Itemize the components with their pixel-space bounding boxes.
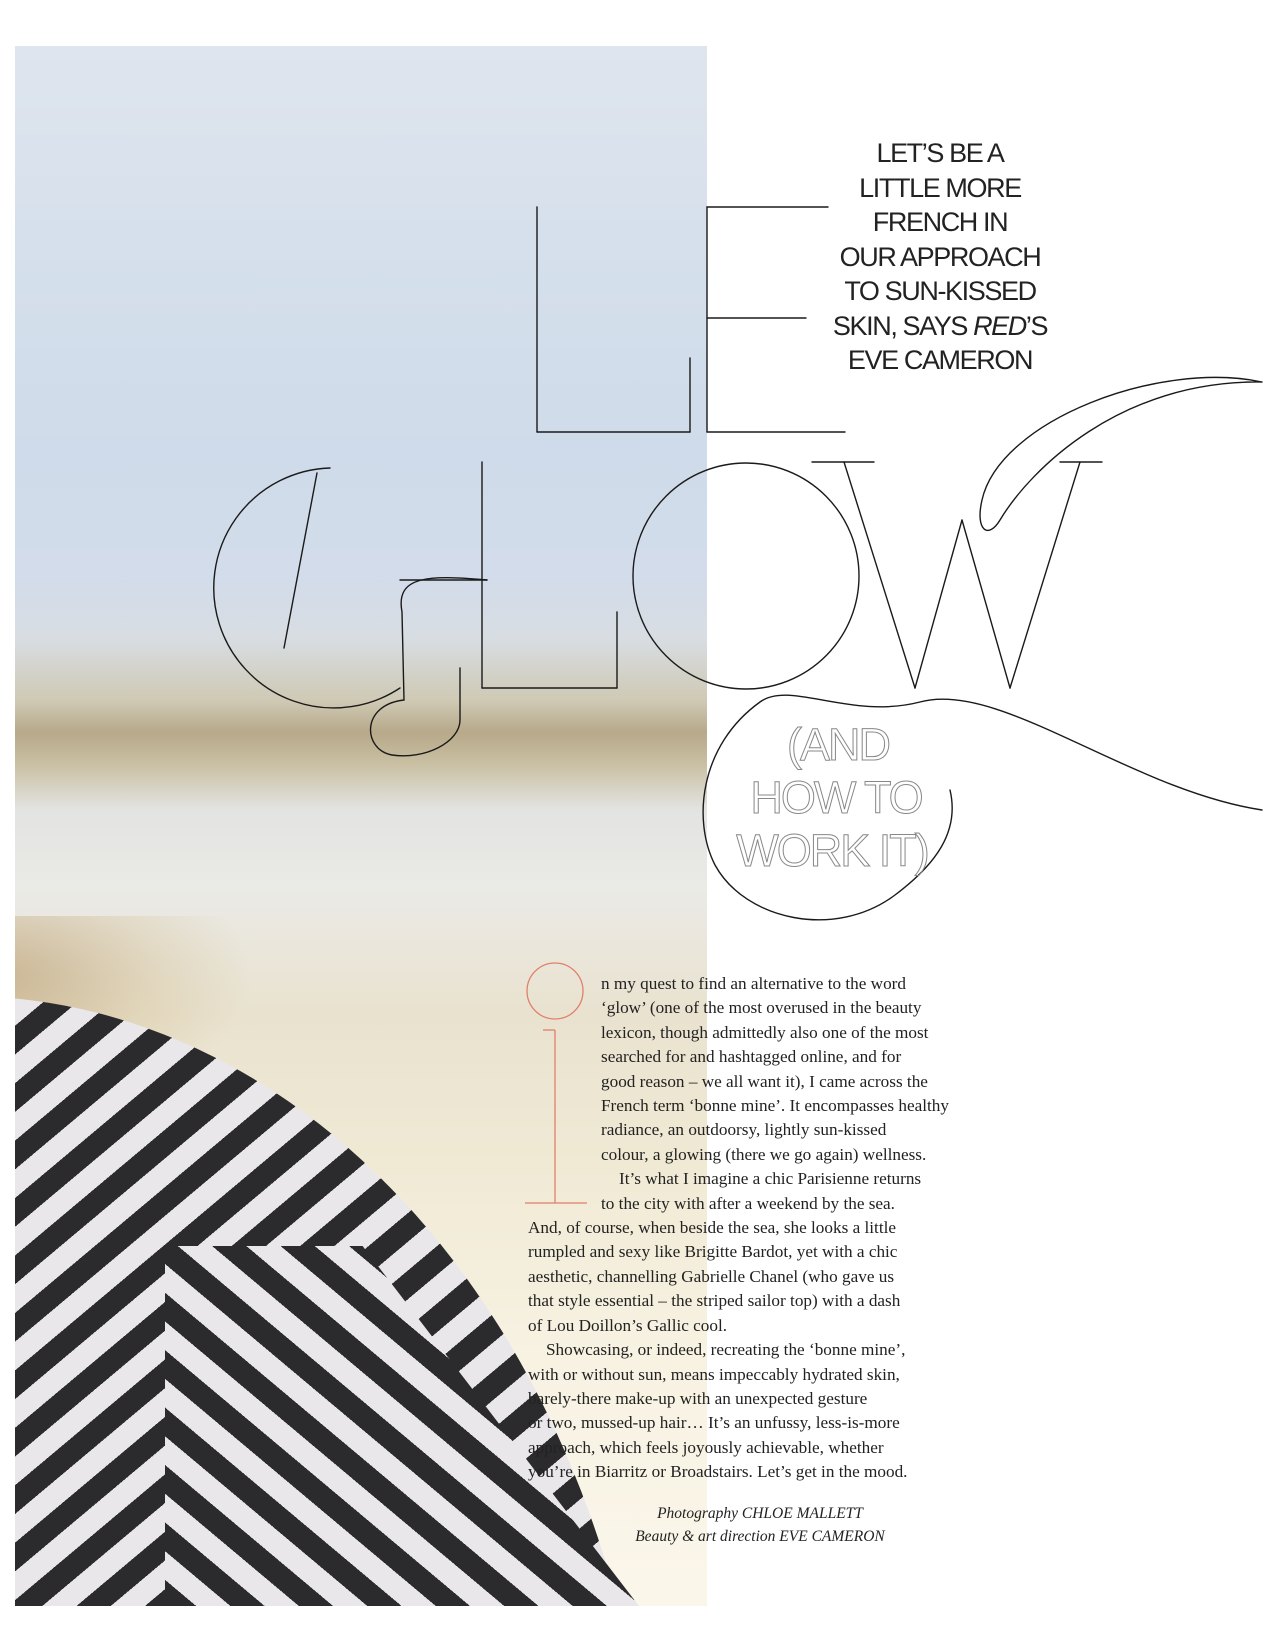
dropcap-letter	[523, 958, 589, 1216]
body-line: approach, which feels joyously achievable, whether	[528, 1437, 884, 1457]
body-line: that style essential – the striped sailor top) with a dash	[528, 1291, 901, 1311]
standfirst-text: SKIN, SAYS	[832, 310, 974, 341]
body-line: of Lou Doillon’s Gallic cool.	[528, 1315, 728, 1335]
credit-name: EVE CAMERON	[779, 1528, 885, 1545]
standfirst-line: LET’S BE A	[876, 138, 1004, 168]
body-line: barely-there make-up with an unexpected gesture	[528, 1388, 868, 1408]
body-line: And, of course, when beside the sea, she looks a little	[528, 1218, 897, 1238]
body-line: n my quest to find an alternative to the word	[601, 974, 907, 993]
headline-word-le	[540, 206, 840, 432]
body-line: to the city with after a weekend by the sea.	[601, 1193, 895, 1213]
paragraph-2	[528, 1216, 988, 1338]
body-line: you’re in Biarritz or Broadstairs. Let’s get in the mood.	[528, 1462, 908, 1482]
standfirst-line: FRENCH IN	[872, 207, 1008, 237]
paragraph-1	[528, 972, 988, 1216]
photo-credit	[580, 1502, 940, 1525]
standfirst	[820, 136, 1060, 378]
credit-label: Photography	[657, 1505, 742, 1522]
body-line: French term ‘bonne mine’. It encompasses healthy	[601, 1096, 949, 1116]
beauty-credit	[580, 1525, 940, 1548]
magazine-name: RED	[973, 310, 1026, 341]
body-line: colour, a glowing (there we go again) wellness.	[601, 1144, 927, 1164]
body-line: lexicon, though admittedly also one of the most	[601, 1022, 929, 1042]
body-line: with or without sun, means impeccably hydrated skin,	[528, 1364, 900, 1384]
credit-label: Beauty & art direction	[635, 1528, 780, 1545]
body-line: aesthetic, channelling Gabrielle Chanel (who gave us	[528, 1266, 895, 1286]
standfirst-line: OUR APPROACH	[839, 241, 1041, 272]
standfirst-line: TO SUN-KISSED	[844, 276, 1036, 306]
subhead-line: HOW TO	[750, 772, 922, 823]
body-line: good reason – we all want it), I came across the	[601, 1071, 928, 1091]
credit-name: CHLOE MALLETT	[741, 1505, 863, 1522]
credits	[580, 1502, 940, 1548]
standfirst-line	[820, 309, 1060, 344]
body-line: searched for and hashtagged online, and for	[601, 1047, 902, 1067]
body-line: rumpled and sexy like Brigitte Bardot, yet with a chic	[528, 1242, 898, 1262]
subhead-line: (AND	[787, 719, 889, 770]
paragraph-3	[528, 1338, 988, 1484]
body-line: radiance, an outdoorsy, lightly sun-kissed	[601, 1120, 887, 1140]
body-line: Showcasing, or indeed, recreating the ‘bonne mine’,	[546, 1340, 906, 1360]
standfirst-line: LITTLE MORE	[859, 172, 1021, 203]
article-body	[528, 972, 988, 1485]
headline-swash-lower	[703, 695, 1262, 920]
subhead-line: WORK IT)	[736, 825, 928, 876]
standfirst-text: ’S	[1025, 310, 1048, 341]
headline-word-glow	[235, 462, 1105, 688]
body-line: ‘glow’ (one of the most overused in the beauty	[601, 998, 922, 1018]
standfirst-line: EVE CAMERON	[847, 345, 1033, 375]
body-line: It’s what I imagine a chic Parisienne returns	[619, 1169, 922, 1189]
body-line: or two, mussed-up hair… It’s an unfussy, less-is-more	[528, 1413, 900, 1433]
